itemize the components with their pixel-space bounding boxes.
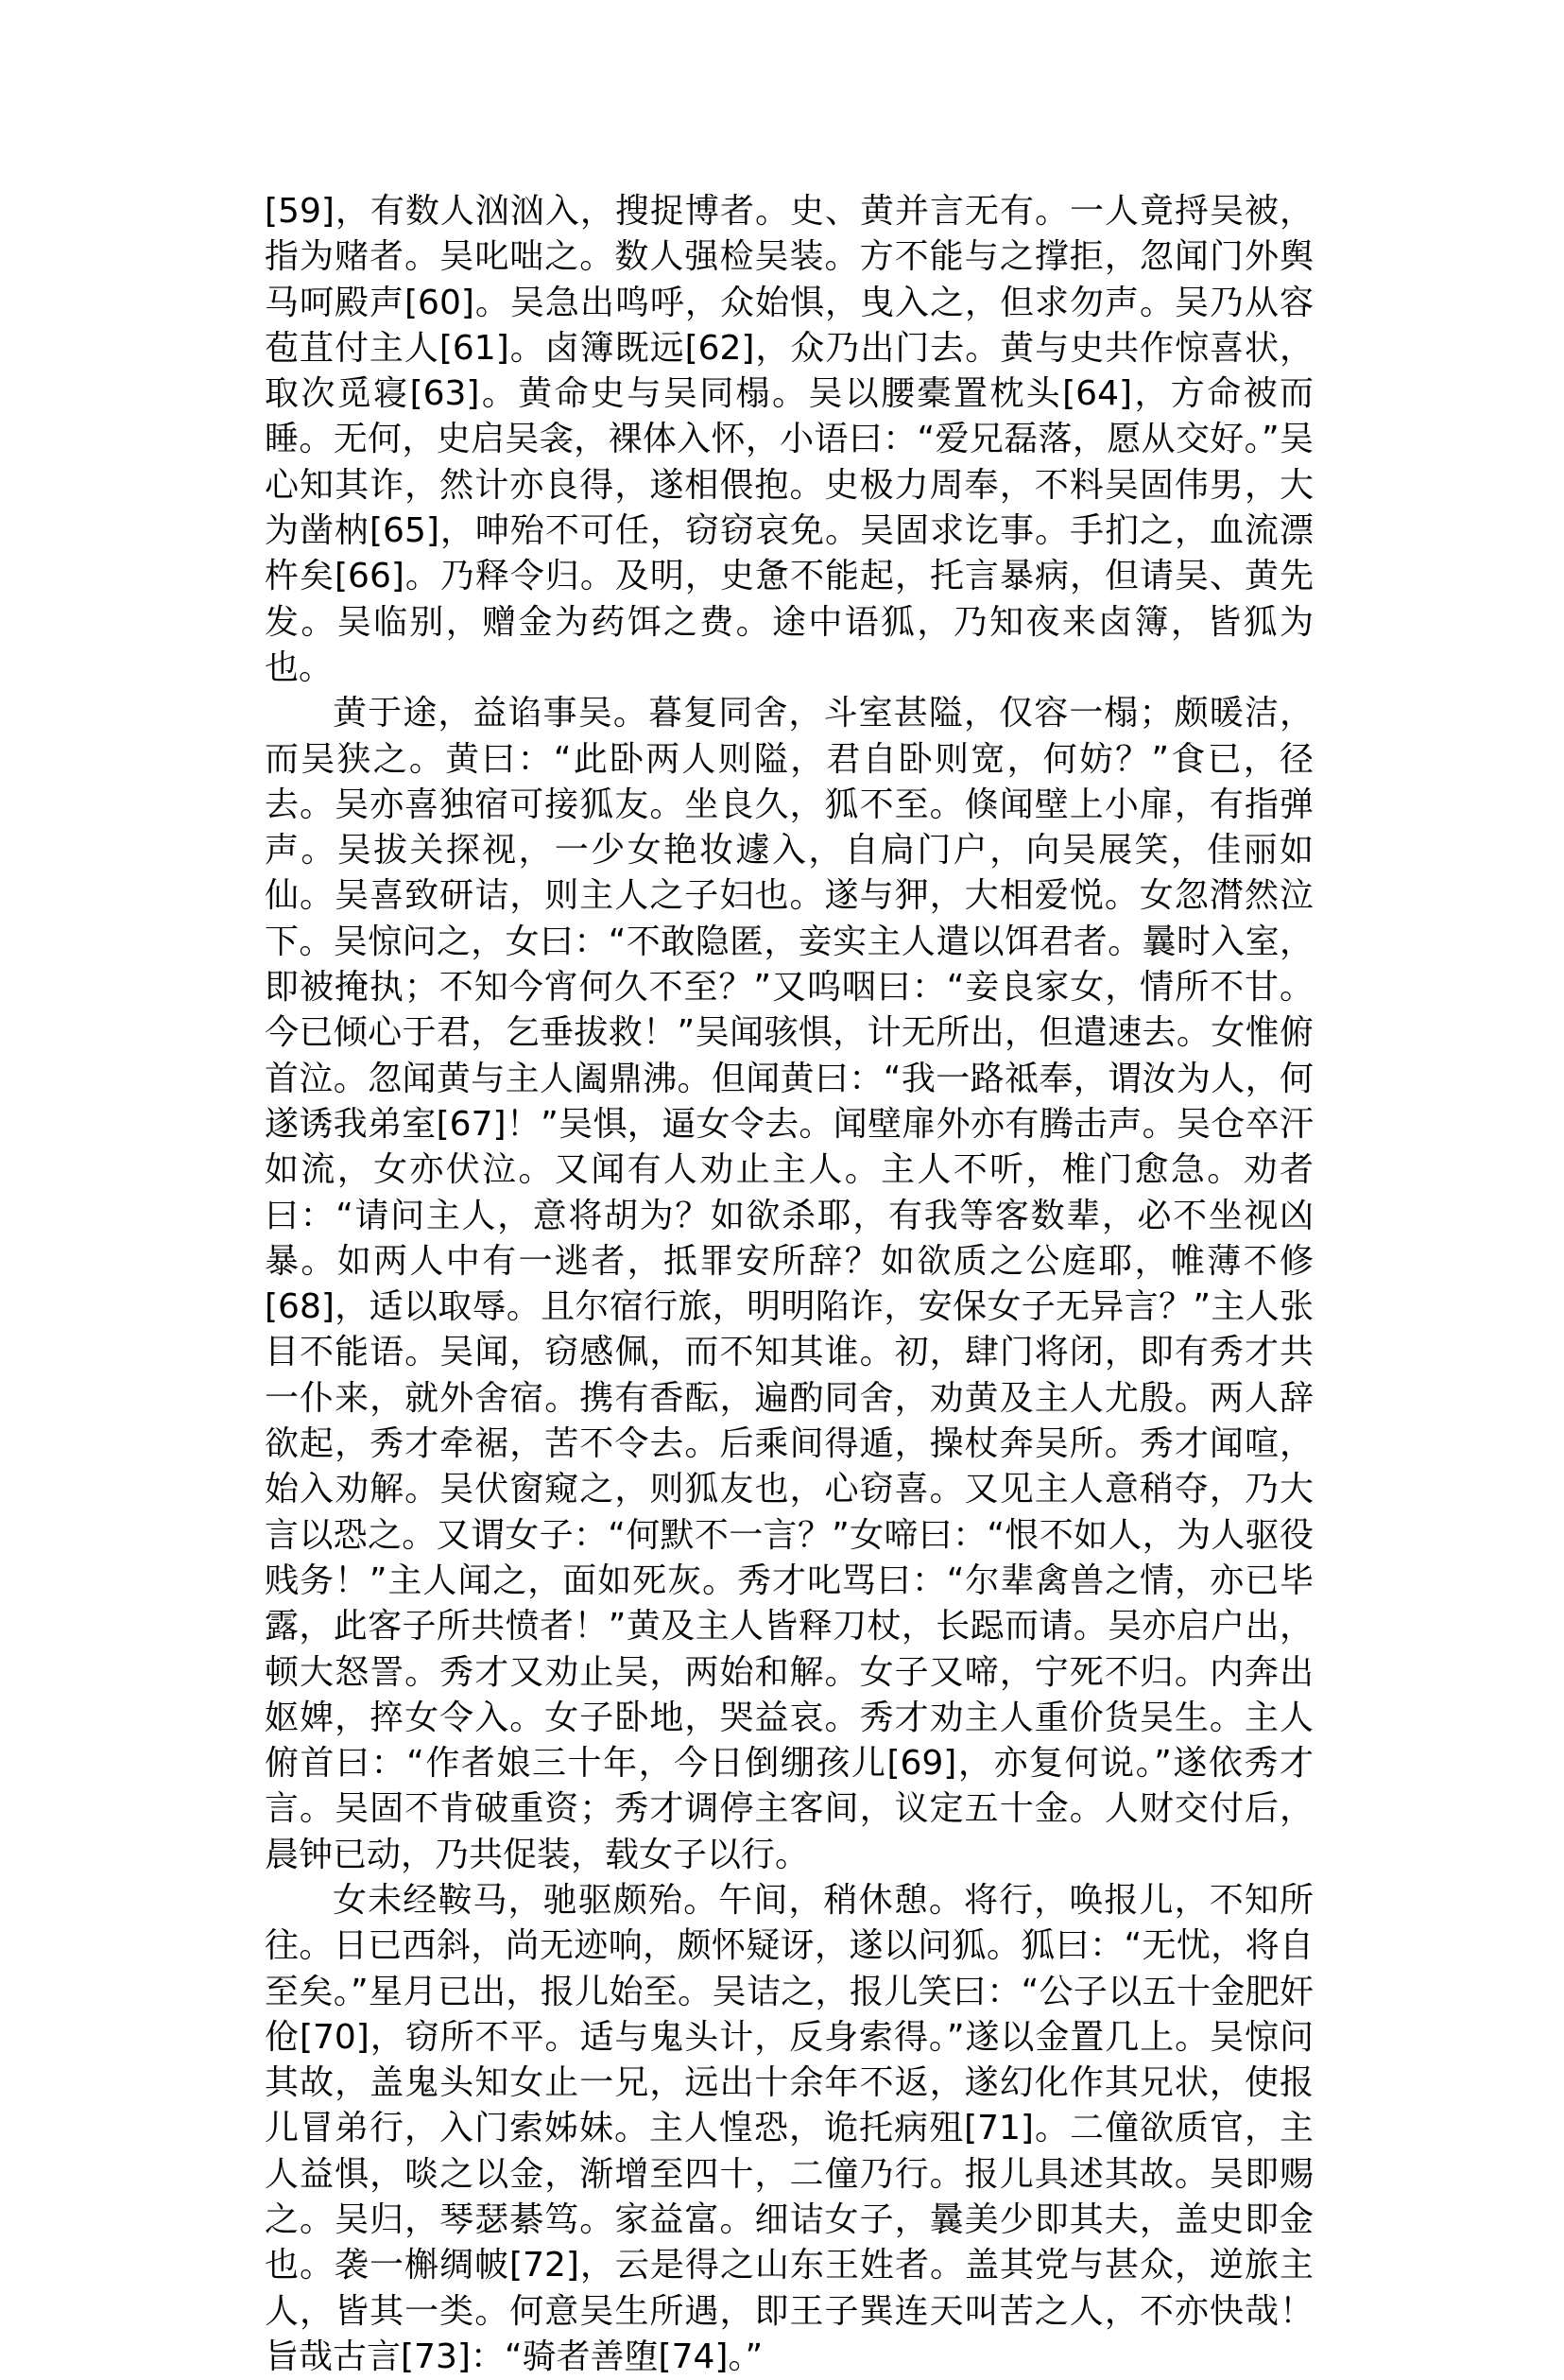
page-body (265, 189, 1314, 2380)
paragraph-2: 黄于途，益谄事吴。暮复同舍，斗室甚隘，仅容一榻；颇暖洁，而吴狭之。黄曰：“此卧两人则隘，君自卧则宽，何妨？”食已，径去。吴亦喜独宿可接狐友。坐良久，狐不至。倏闻壁上小扉，有指弹声。吴拔关探视，一少女艳妆遽入，自扃门户，向吴展笑，佳丽如仙。吴喜致研诘，则主人之子妇也。遂与狎，大相爱悦。女忽潸然泣下。吴惊问之，女曰：“不敢隐匿，妾实主人遣以饵君者。曩时入室，即被掩执；不知今宵何久不至？”又呜咽曰：“妾良家女，情所不甘。今已倾心于君，乞垂拔救！”吴闻骇惧，计无所出，但遣速去。女惟俯首泣。忽闻黄与主人阖鼎沸。但闻黄曰：“我一路祗奉，谓汝为人，何遂诱我弟室[67]！”吴惧，逼女令去。闻壁扉外亦有腾击声。吴仓卒汗如流，女亦伏泣。又闻有人劝止主人。主人不听，椎门愈急。劝者曰：“请问主人，意将胡为？如欲杀耶，有我等客数辈，必不坐视凶暴。如两人中有一逃者，抵罪安所辞？如欲质之公庭耶，帷薄不修[68]，适以取辱。且尔宿行旅，明明陷诈，安保女子无异言？”主人张目不能语。吴闻，窃感佩，而不知其谁。初，肆门将闭，即有秀才共一仆来，就外舍宿。携有香酝，遍酌同舍，劝黄及主人尤殷。两人辞欲起，秀才牵裾，苦不令去。后乘间得遁，操杖奔吴所。秀才闻喧，始入劝解。吴伏窗窥之，则狐友也，心窃喜。又见主人意稍夺，乃大言以恐之。又谓女子：“何默不一言？”女啼曰：“恨不如人，为人驱役贱务！”主人闻之，面如死灰。秀才叱骂曰：“尔辈禽兽之情，亦已毕露，此客子所共愤者！”黄及主人皆释刀杖，长跽而请。吴亦启户出，顿大怒詈。秀才又劝止吴，两始和解。女子又啼，宁死不归。内奔出妪婢，捽女令入。女子卧地，哭益哀。秀才劝主人重价货吴生。主人俯首曰：“作者娘三十年，今日倒绷孩儿[69]，亦复何说。”遂依秀才言。吴固不肯破重资；秀才调停主客间，议定五十金。人财交付后，晨钟已动，乃共促装，载女子以行。 (265, 694, 1314, 1874)
paragraph-1: [59]，有数人汹汹入，搜捉博者。史、黄并言无有。一人竟捋吴被，指为赌者。吴叱咄之。数人强检吴装。方不能与之撑拒，忽闻门外舆马呵殿声[60]。吴急出鸣呼，众始惧，曳入之，但求勿声。吴乃从容苞苴付主人[61]。卤簿既远[62]，众乃出门去。黄与史共作惊喜状，取次觅寝[63]。黄命史与吴同榻。吴以腰橐置枕头[64]，方命被而睡。无何，史启吴衾，裸体入怀，小语曰：“爱兄磊落，愿从交好。”吴心知其诈，然计亦良得，遂相偎抱。史极力周奉，不料吴固伟男，大为凿枘[65]，呻殆不可任，窃窃哀免。吴固求讫事。手扪之，血流漂杵矣[66]。乃释令归。及明，史惫不能起，托言暴病，但请吴、黄先发。吴临别，赠金为药饵之费。途中语狐，乃知夜来卤簿，皆狐为也。 (265, 192, 1314, 687)
paragraph-3: 女未经鞍马，驰驱颇殆。午间，稍休憩。将行，唤报儿，不知所往。日已西斜，尚无迹响，颇怀疑讶，遂以问狐。狐曰：“无忧，将自至矣。”星月已出，报儿始至。吴诘之，报儿笑曰：“公子以五十金肥奸伧[70]，窃所不平。适与鬼头计，反身索得。”遂以金置几上。吴惊问其故，盖鬼头知女止一兄，远出十余年不返，遂幻化作其兄状，使报儿冒弟行，入门索姊妹。主人惶恐，诡托病殂[71]。二僮欲质官，主人益惧，啖之以金，渐增至四十，二僮乃行。报儿具述其故。吴即赐之。吴归，琴瑟綦笃。家益富。细诘女子，曩美少即其夫，盖史即金也。袭一槲绸帔[72]，云是得之山东王姓者。盖其党与甚众，逆旅主人，皆其一类。何意吴生所遇，即王子巽连天叫苦之人，不亦快哉！旨哉古言[73]：“骑者善堕[74]。” (265, 1880, 1314, 2376)
